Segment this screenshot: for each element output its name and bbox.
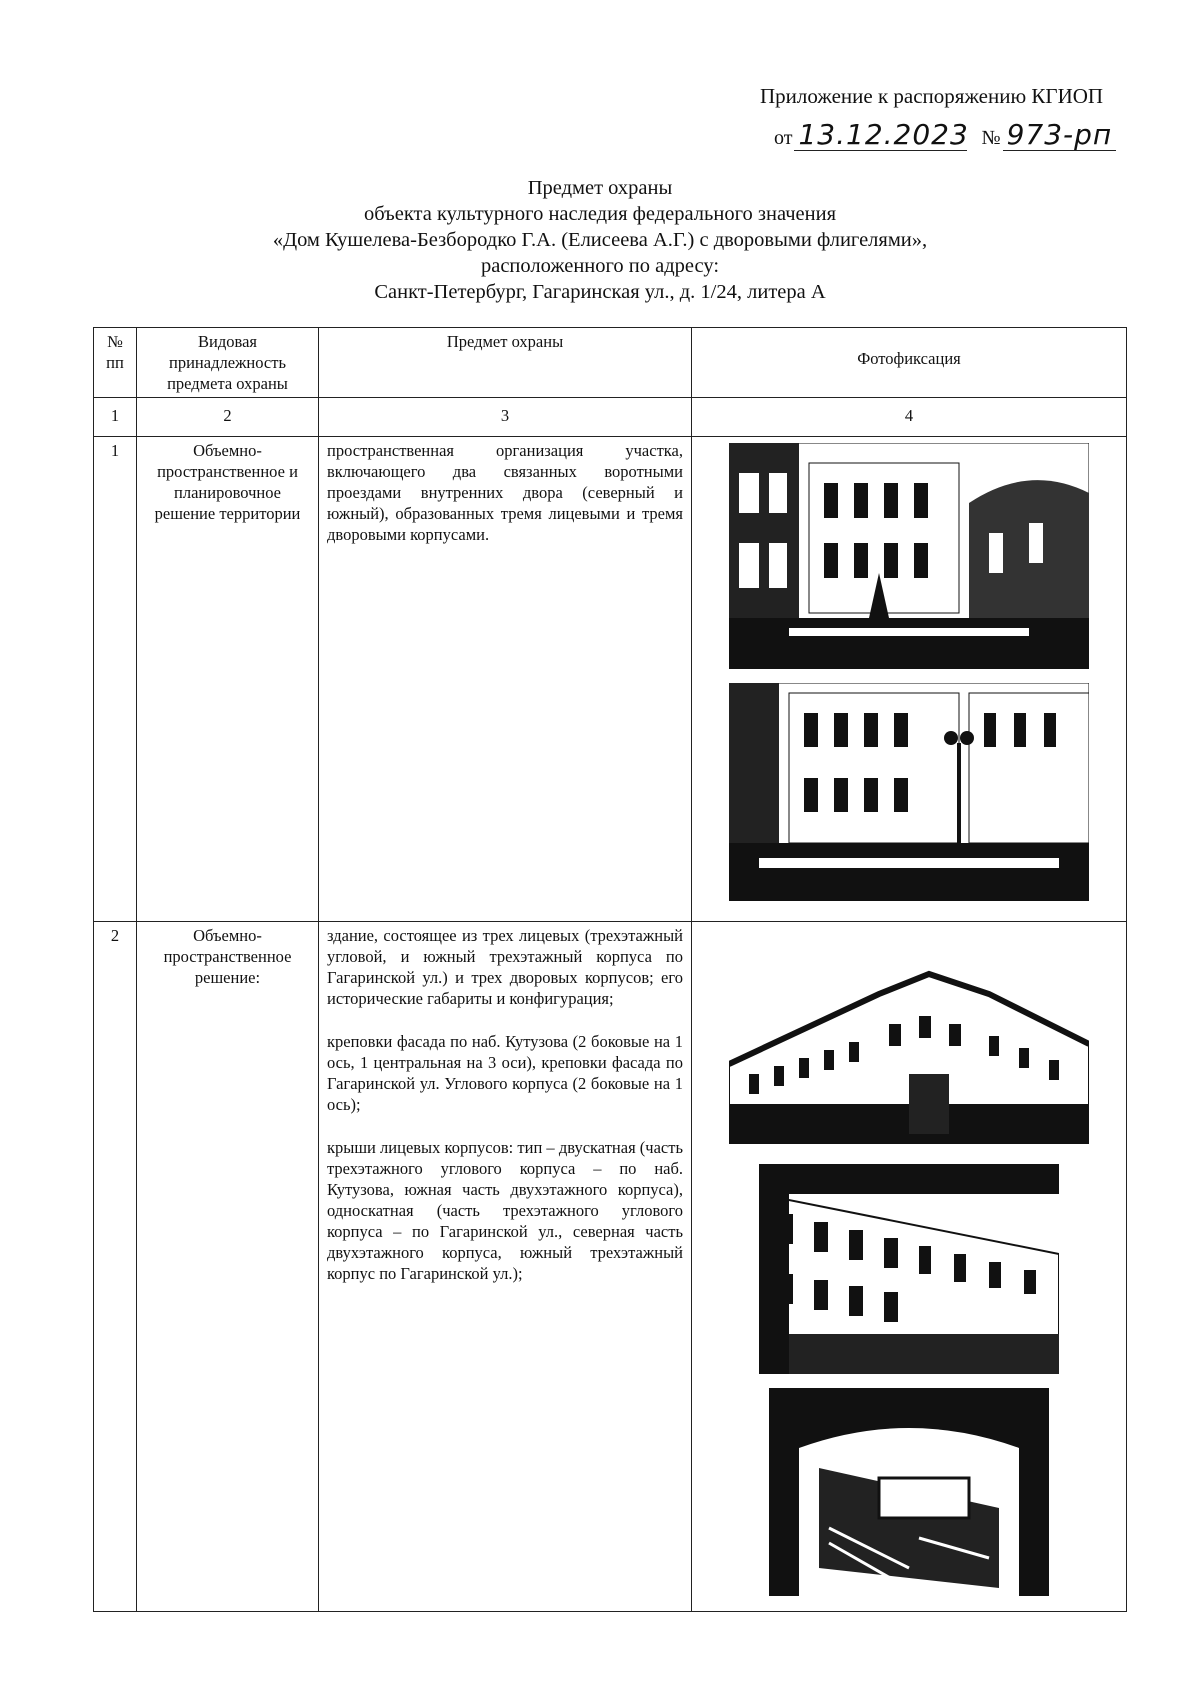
subject-paragraph: здание, состоящее из трех лицевых (трехэтажный угловой, и южный трехэтажный корпуса по Гагаринской ул.) и трех дворовых корпусов; его исторические габариты и конфигурация;: [327, 926, 683, 1008]
courtyard-photo: [729, 683, 1089, 901]
header-cell: Видовая принадлежность предмета охраны: [137, 328, 319, 398]
title-line: Санкт-Петербург, Гагаринская ул., д. 1/24, литера А: [374, 281, 826, 303]
title-line: объекта культурного наследия федерального значения: [363, 203, 837, 225]
header-row: [94, 328, 1127, 398]
facade-photo: [759, 1164, 1059, 1374]
header-cell: Фотофиксация: [692, 328, 1127, 398]
column-number-row: [94, 398, 1127, 437]
subject-paragraph: крыши лицевых корпусов: тип – двускатная (часть трехэтажного углового корпуса – по наб. Кутузова, южная часть двухэтажного корпуса), односкатная (часть трехэтажного углового корпуса – по Гагаринской ул., северная часть двухэтажного корпуса, южный трехэтажный корпус по Гагаринской ул.);: [327, 1138, 683, 1283]
document-title: [0, 175, 1200, 305]
header-cell: № пп: [94, 328, 137, 398]
table-row: [94, 922, 1127, 1612]
row-subject: [319, 437, 692, 922]
order-number: 973-рп: [1003, 120, 1117, 151]
table-row: [94, 437, 1127, 922]
title-line: расположенного по адресу:: [480, 255, 720, 277]
photo-cell: [692, 922, 1127, 1612]
photo-cell: [692, 437, 1127, 922]
title-line: Предмет охраны: [527, 177, 673, 199]
subject-paragraph: креповки фасада по наб. Кутузова (2 боковые на 1 ось, 1 центральная на 3 оси), креповки фасада по Гагаринской ул. Углового корпуса (2 боковые на 1 ось);: [327, 1032, 683, 1114]
date-prefix: от: [774, 127, 793, 149]
row-subject: [319, 922, 692, 1612]
row-number: 2: [94, 922, 137, 1612]
header-cell: Предмет охраны: [319, 328, 692, 398]
column-number: 4: [692, 398, 1127, 437]
number-prefix: №: [981, 127, 1001, 149]
title-line: «Дом Кушелева-Безбородко Г.А. (Елисеева А.Г.) с дворовыми флигелями»,: [272, 229, 928, 251]
row-type: Объемно-пространственное решение:: [137, 922, 319, 1612]
courtyard-photo: [729, 443, 1089, 669]
row-number: 1: [94, 437, 137, 922]
facade-photo: [729, 954, 1089, 1144]
order-line: [772, 120, 1116, 151]
order-date: 13.12.2023: [794, 120, 967, 151]
column-number: 2: [137, 398, 319, 437]
roof-photo: [769, 1388, 1049, 1596]
column-number: 1: [94, 398, 137, 437]
appendix-heading: Приложение к распоряжению КГИОП: [760, 84, 1104, 108]
protection-table: [93, 327, 1127, 1612]
column-number: 3: [319, 398, 692, 437]
subject-paragraph: пространственная организация участка, включающего два связанных воротными проездами внутренних двора (северный и южный), образованных тремя лицевыми и тремя дворовыми корпусами.: [327, 441, 683, 544]
row-type: Объемно-пространственное и планировочное решение территории: [137, 437, 319, 922]
